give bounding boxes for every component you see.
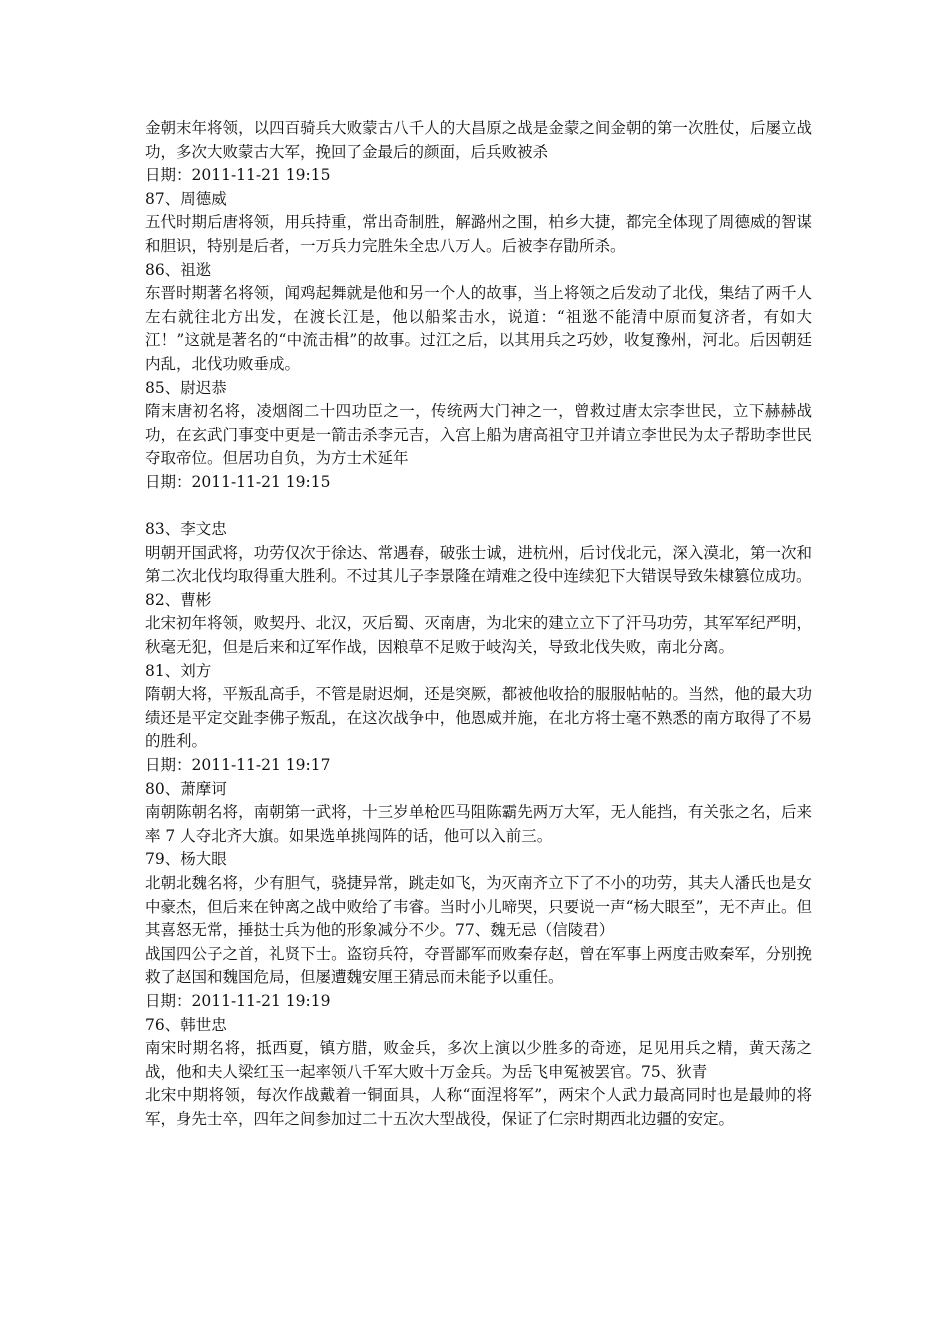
paragraph: 东晋时期著名将领，闻鸡起舞就是他和另一个人的故事，当上将领之后发动了北伐，集结了两千人左右就往北方出发，在渡长江是，他以船桨击水，说道：“祖逖不能清中原而复济者，有如大江！”这就是著名的“中流击楫”的故事。过江之后，以其用兵之巧妙，收复豫州，河北。后因朝廷内乱，北伐功败垂成。 [145, 284, 812, 373]
paragraph: 北朝北魏名将，少有胆气，骁捷异常，跳走如飞，为灭南齐立下了不小的功劳，其夫人潘氏也是女中豪杰，但后来在钟离之战中败给了韦睿。当时小儿啼哭，只要说一声“杨大眼至”，无不声止。但其喜怒无常，捶挞士兵为他的形象减分不少。77、魏无忌（信陵君） [145, 874, 812, 940]
entry-heading: 79、杨大眼 [145, 850, 227, 869]
entry-heading: 76、韩世忠 [145, 1015, 227, 1034]
entry-heading: 82、曹彬 [145, 590, 212, 609]
paragraph: 南宋时期名将，抵西夏，镇方腊，败金兵，多次上演以少胜多的奇迹，足见用兵之精，黄天荡之战，他和夫人梁红玉一起率领八千军大败十万金兵。为岳飞申冤被罢官。75、狄青 [145, 1039, 812, 1081]
date-line: 日期：2011-11-21 19:15 [145, 166, 331, 185]
paragraph: 北宋中期将领，每次作战戴着一铜面具，人称“面涅将军”，两宋个人武力最高同时也是最帅的将军，身先士卒，四年之间参加过二十五次大型战役，保证了仁宗时期西北边疆的安定。 [145, 1086, 812, 1128]
paragraph: 隋末唐初名将，凌烟阁二十四功臣之一，传统两大门神之一，曾救过唐太宗李世民，立下赫赫战功，在玄武门事变中更是一箭击杀李元吉，入宫上船为唐高祖守卫并请立李世民为太子帮助李世民夺取帝位。但居功自负，为方士术延年 [145, 402, 812, 468]
paragraph: 金朝末年将领，以四百骑兵大败蒙古八千人的大昌原之战是金蒙之间金朝的第一次胜仗，后屡立战功，多次大败蒙古大军，挽回了金最后的颜面，后兵败被杀 [145, 119, 812, 161]
entry-heading: 83、李文忠 [145, 520, 227, 539]
blank-line [145, 495, 812, 519]
entry-heading: 81、刘方 [145, 661, 212, 680]
paragraph: 明朝开国武将，功劳仅次于徐达、常遇春，破张士诚，进杭州，后讨伐北元，深入漠北，第一次和第二次北伐均取得重大胜利。不过其儿子李景隆在靖难之役中连续犯下大错误导致朱棣篡位成功。 [145, 543, 812, 586]
document-body [145, 117, 812, 1132]
paragraph: 北宋初年将领，败契丹、北汉，灭后蜀、灭南唐，为北宋的建立立下了汗马功劳，其军军纪严明，秋毫无犯，但是后来和辽军作战，因粮草不足败于岐沟关，导致北伐失败，南北分离。 [145, 614, 812, 657]
date-line: 日期：2011-11-21 19:17 [145, 756, 331, 775]
paragraph: 五代时期后唐将领，用兵持重，常出奇制胜，解潞州之围，柏乡大捷，都完全体现了周德威的智谋和胆识，特别是后者，一万兵力完胜朱全忠八万人。后被李存勖所杀。 [145, 213, 812, 255]
paragraph: 战国四公子之首，礼贤下士。盗窃兵符，夺晋鄙军而败秦存赵，曾在军事上两度击败秦军，分别挽救了赵国和魏国危局，但屡遭魏安厘王猜忌而未能予以重任。 [145, 944, 812, 987]
paragraph: 南朝陈朝名将，南朝第一武将，十三岁单枪匹马阻陈霸先两万大军，无人能挡，有关张之名，后来率 7 人夺北齐大旗。如果选单挑闯阵的话，他可以入前三。 [145, 803, 812, 845]
entry-heading: 86、祖逖 [145, 260, 212, 279]
entry-heading: 80、萧摩诃 [145, 779, 227, 798]
entry-heading: 85、尉迟恭 [145, 378, 227, 397]
date-line: 日期：2011-11-21 19:15 [145, 472, 331, 491]
paragraph: 隋朝大将，平叛乱高手，不管是尉迟炯，还是突厥，都被他收拾的服服帖帖的。当然，他的最大功绩还是平定交趾李佛子叛乱，在这次战争中，他恩威并施，在北方将士毫不熟悉的南方取得了不易的胜利。 [145, 685, 812, 751]
entry-heading: 87、周德威 [145, 189, 227, 208]
date-line: 日期：2011-11-21 19:19 [145, 991, 331, 1010]
